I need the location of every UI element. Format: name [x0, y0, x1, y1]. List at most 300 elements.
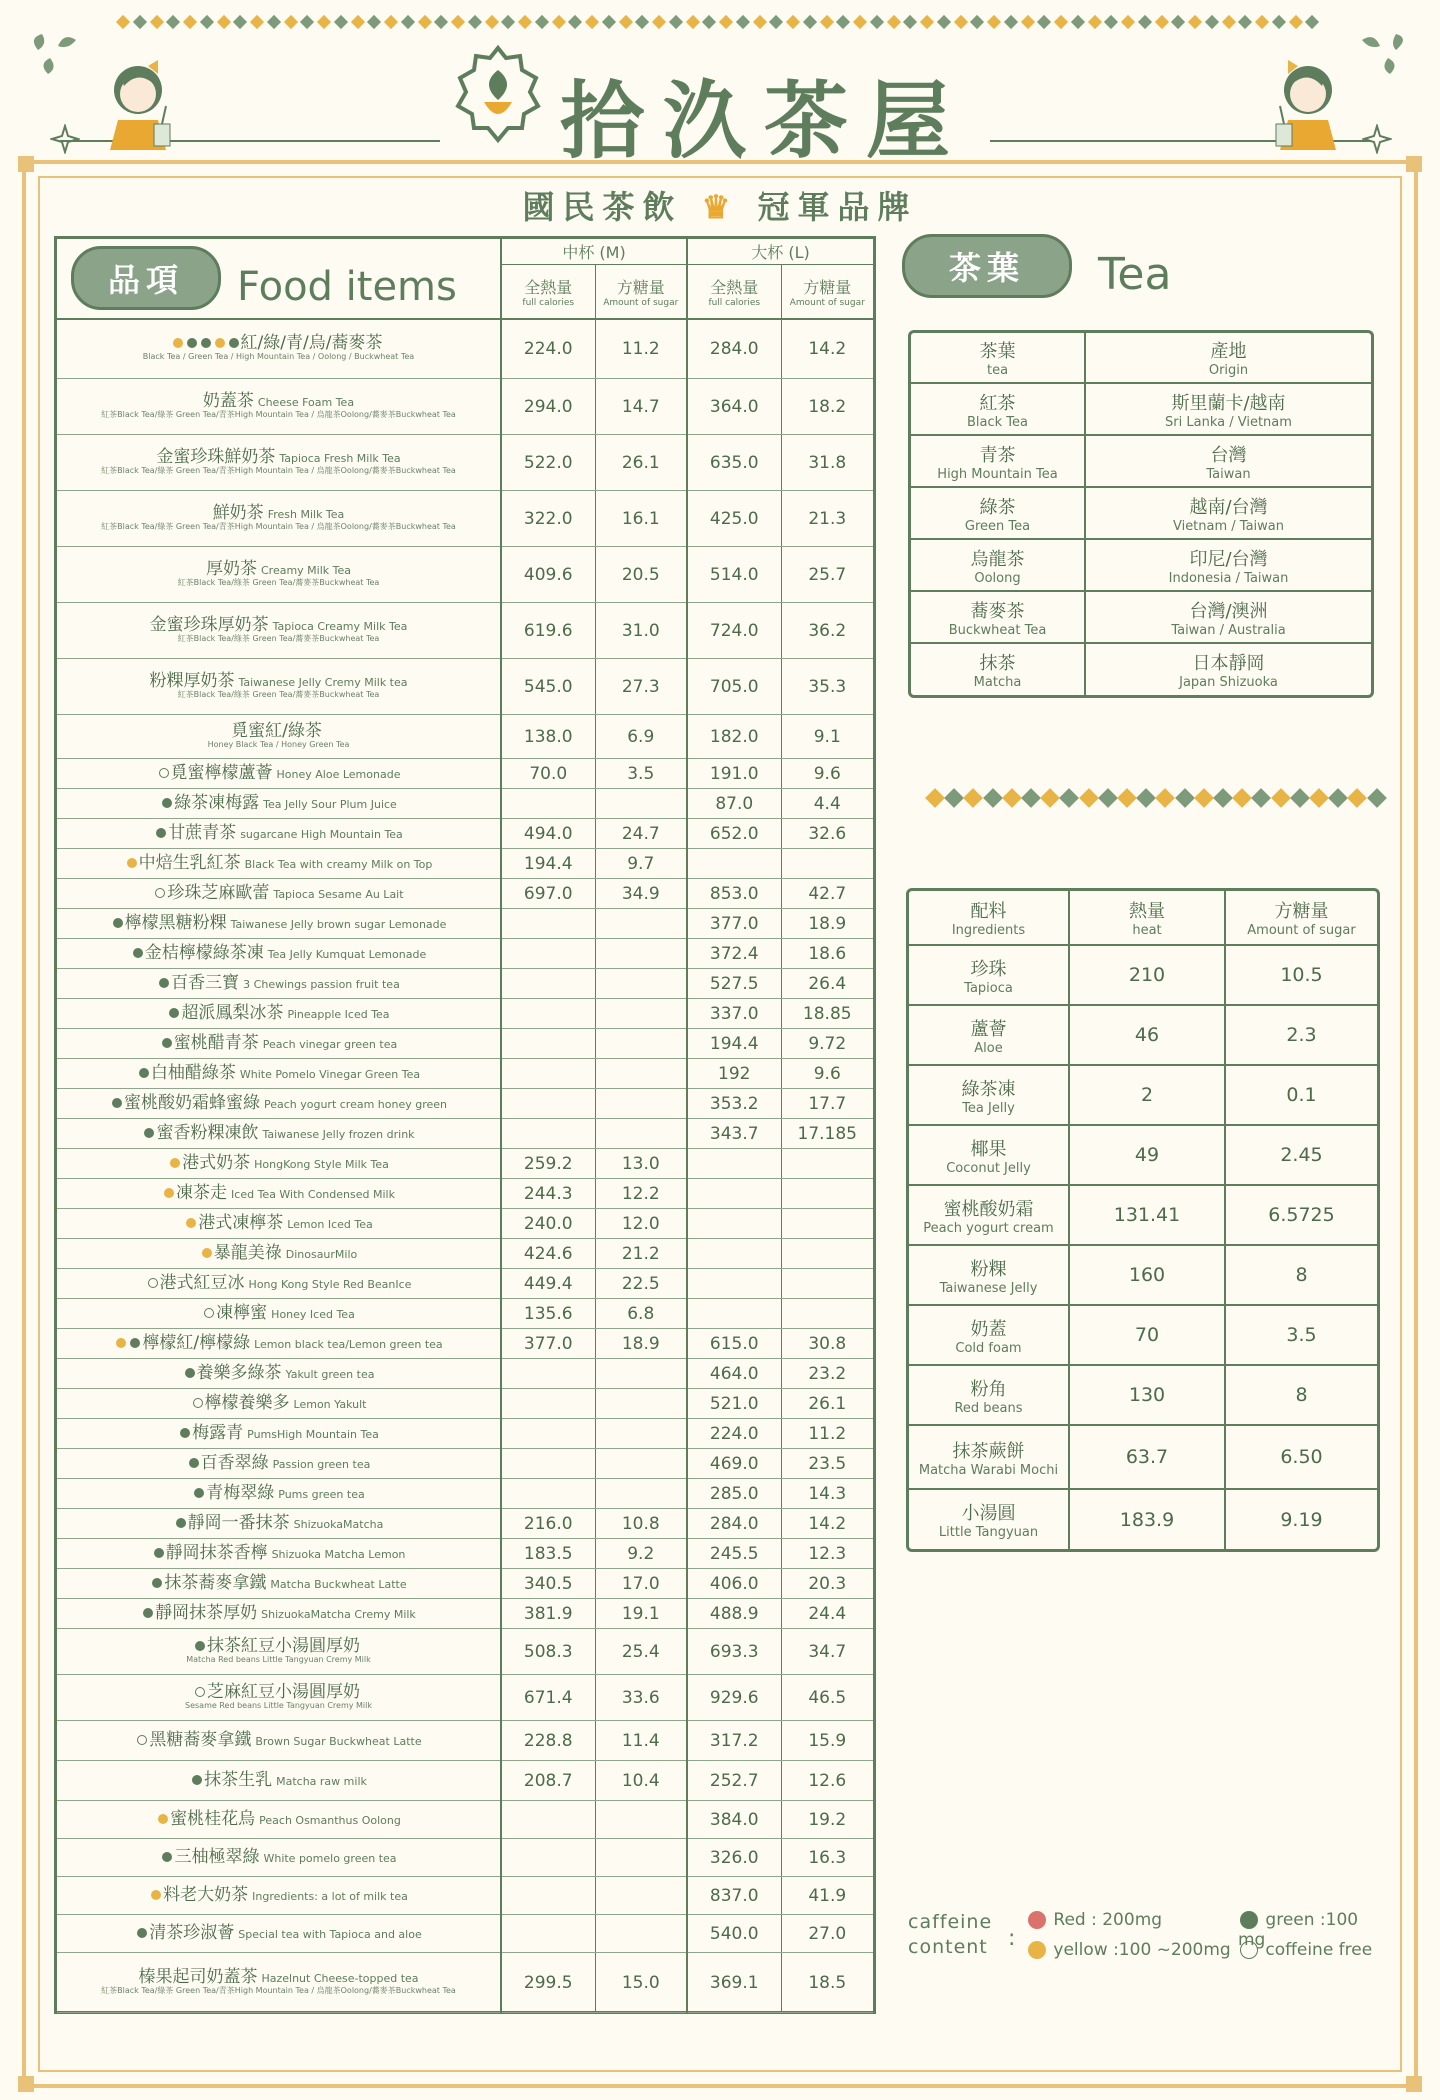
table-row	[57, 999, 873, 1029]
legend-green: green :100 mg	[1238, 1910, 1359, 1950]
l-sug-cell	[781, 849, 873, 879]
item-en: Pums green tea	[278, 1487, 365, 1501]
ingredient-sugar-cell: 0.1	[1225, 1065, 1377, 1125]
diamond-dot	[1255, 15, 1269, 29]
table-row	[57, 1269, 873, 1299]
table-row	[57, 1239, 873, 1269]
item-name	[57, 1915, 501, 1953]
item-zh: 甘蔗青茶	[168, 822, 237, 843]
item-zh: 百香三寶	[171, 972, 240, 993]
diamond-dot	[987, 15, 1001, 29]
ingredient-row	[909, 1185, 1377, 1245]
ingredient-sugar-cell: 8	[1225, 1365, 1377, 1425]
caffeine-legend	[908, 1904, 1388, 1974]
table-row	[57, 1059, 873, 1089]
tea-origin-cell: 越南/台灣 Vietnam / Taiwan	[1085, 487, 1371, 539]
item-en: Tapioca Creamy Milk Tea	[272, 620, 408, 634]
diamond-dot	[1205, 15, 1219, 29]
m-sug-cell	[595, 939, 687, 969]
item-zh: 奶蓋茶	[202, 391, 254, 412]
caffeine-dot-icon	[144, 1128, 154, 1138]
ingredient-heat-cell: 49	[1069, 1125, 1225, 1185]
caffeine-dot-icon	[162, 1852, 172, 1862]
diamond-dot	[384, 15, 398, 29]
caffeine-dot-icon	[143, 1608, 153, 1618]
l-sug-cell: 12.6	[781, 1761, 873, 1801]
item-en: 3 Chewings passion fruit tea	[243, 977, 400, 991]
l-cal-cell: 182.0	[687, 715, 781, 759]
item-en: Lemon Iced Tea	[287, 1217, 373, 1231]
m-cal-cell	[501, 1839, 595, 1877]
ingredient-heat-cell: 210	[1069, 945, 1225, 1005]
table-row	[57, 603, 873, 659]
l-sug-cell: 15.9	[781, 1721, 873, 1761]
m-cal-cell: 208.7	[501, 1761, 595, 1801]
caffeine-dot-icon	[187, 338, 197, 348]
diamond-dot	[1194, 788, 1214, 808]
m-sug-cell	[595, 909, 687, 939]
diamond-dot	[334, 15, 348, 29]
caffeine-dot-icon	[192, 1775, 202, 1785]
l-sug-cell: 46.5	[781, 1675, 873, 1721]
diamond-dot	[1305, 15, 1319, 29]
item-sub: Matcha Red beans Little Tangyuan Cremy Milk	[186, 1655, 371, 1665]
m-cal-cell	[501, 1915, 595, 1953]
l-cal-cell: 705.0	[687, 659, 781, 715]
m-cal-cell: 409.6	[501, 547, 595, 603]
table-row	[57, 939, 873, 969]
item-name	[57, 1629, 501, 1675]
m-sug-cell	[595, 999, 687, 1029]
diamond-dot	[233, 15, 247, 29]
item-name	[57, 909, 501, 939]
table-row	[57, 1915, 873, 1953]
m-cal-header: 全熱量 full calories	[501, 265, 595, 319]
diamond-dot	[1232, 788, 1252, 808]
diamond-dot	[752, 15, 766, 29]
ingredient-heat-cell: 46	[1069, 1005, 1225, 1065]
tea-row	[911, 435, 1371, 487]
l-cal-cell: 406.0	[687, 1569, 781, 1599]
item-name	[57, 819, 501, 849]
item-zh: 蜜香粉粿凍飲	[156, 1122, 259, 1143]
caffeine-dot-icon	[202, 1248, 212, 1258]
l-sug-cell: 36.2	[781, 603, 873, 659]
m-sug-cell	[595, 969, 687, 999]
m-sug-cell: 16.1	[595, 491, 687, 547]
caffeine-dot-icon	[229, 338, 239, 348]
diamond-dot	[1154, 15, 1168, 29]
m-sug-cell: 10.4	[595, 1761, 687, 1801]
item-zh: 蜜桃醋青茶	[173, 1032, 259, 1053]
table-row	[57, 909, 873, 939]
item-name	[57, 547, 501, 603]
diamond-dot	[585, 15, 599, 29]
diamond-dot	[501, 15, 515, 29]
ingredient-heat-cell: 70	[1069, 1305, 1225, 1365]
diamond-dot	[937, 15, 951, 29]
m-cal-cell: 522.0	[501, 435, 595, 491]
item-name	[57, 659, 501, 715]
diamond-dot	[1156, 788, 1176, 808]
ingredients-header-row	[909, 891, 1377, 945]
diamond-dot	[518, 15, 532, 29]
table-row	[57, 1539, 873, 1569]
item-zh: 清茶珍淑薈	[149, 1922, 235, 1943]
caffeine-dot-icon	[169, 1008, 179, 1018]
item-zh: 蜜桃酸奶霜蜂蜜綠	[123, 1092, 260, 1113]
m-sug-cell: 22.5	[595, 1269, 687, 1299]
item-sub: 紅茶Black Tea/綠茶 Green Tea/蕎麥茶Buckwheat Tea	[177, 578, 380, 588]
m-sug-cell: 3.5	[595, 759, 687, 789]
ingredient-heat-cell: 131.41	[1069, 1185, 1225, 1245]
diamond-dot	[803, 15, 817, 29]
table-row	[57, 1329, 873, 1359]
item-zh: 綠茶凍梅露	[174, 792, 260, 813]
l-sug-cell	[781, 1269, 873, 1299]
item-name	[57, 1329, 501, 1359]
item-sub: 紅茶Black Tea/綠茶 Green Tea/蕎麥茶Buckwheat Tea	[177, 634, 380, 644]
table-row	[57, 435, 873, 491]
diamond-dot	[669, 15, 683, 29]
item-en: Taiwanese Jelly frozen drink	[262, 1127, 415, 1141]
table-row	[57, 715, 873, 759]
diamond-dot	[1221, 15, 1235, 29]
table-row	[57, 759, 873, 789]
item-zh: 青梅翠綠	[206, 1482, 275, 1503]
table-row	[57, 1839, 873, 1877]
item-zh: 港式凍檸茶	[198, 1212, 284, 1233]
l-cal-cell: 527.5	[687, 969, 781, 999]
diamond-dot	[1136, 788, 1156, 808]
l-sug-cell: 21.3	[781, 491, 873, 547]
item-name	[57, 491, 501, 547]
diamond-dot	[953, 15, 967, 29]
subtitle-left: 國民茶飲	[522, 188, 683, 226]
ingredient-sugar-cell: 6.5725	[1225, 1185, 1377, 1245]
l-sug-cell	[781, 1239, 873, 1269]
l-sug-cell: 34.7	[781, 1629, 873, 1675]
item-name	[57, 969, 501, 999]
m-sug-cell	[595, 1449, 687, 1479]
m-cal-cell	[501, 789, 595, 819]
table-row	[57, 1599, 873, 1629]
item-zh: 珍珠芝麻歐蕾	[167, 882, 270, 903]
l-cal-cell	[687, 1239, 781, 1269]
item-en: Creamy Milk Tea	[260, 564, 352, 578]
tea-name-cell: 抹茶 Matcha	[911, 643, 1085, 695]
l-cal-cell: 192	[687, 1059, 781, 1089]
diamond-dot	[1071, 15, 1085, 29]
item-name	[57, 1269, 501, 1299]
item-en: Fresh Milk Tea	[267, 508, 345, 522]
diamond-dot	[350, 15, 364, 29]
l-sug-cell: 14.2	[781, 1509, 873, 1539]
caffeine-dot-icon	[204, 1308, 214, 1318]
m-sug-cell: 24.7	[595, 819, 687, 849]
table-row	[57, 1721, 873, 1761]
item-zh: 抹茶生乳	[204, 1769, 273, 1790]
m-sug-cell: 9.7	[595, 849, 687, 879]
m-cal-cell	[501, 1359, 595, 1389]
item-zh: 覓蜜檸檬蘆薈	[170, 762, 273, 783]
l-cal-cell: 284.0	[687, 1509, 781, 1539]
l-sug-cell: 11.2	[781, 1419, 873, 1449]
top-diamond-border	[118, 14, 1318, 30]
diamond-dot	[652, 15, 666, 29]
item-zh: 中焙生乳紅茶	[138, 852, 241, 873]
tea-origin-cell: 台灣 Taiwan	[1085, 435, 1371, 487]
item-name	[57, 1479, 501, 1509]
item-en: Taiwanese Jelly Cremy Milk tea	[238, 676, 408, 690]
table-row	[57, 1801, 873, 1839]
girl-mascot-icon	[1250, 50, 1350, 150]
item-name	[57, 1359, 501, 1389]
diamond-dot	[1040, 788, 1060, 808]
m-cal-cell: 424.6	[501, 1239, 595, 1269]
legend-red: Red : 200mg	[1026, 1910, 1162, 1930]
diamond-dot	[1004, 15, 1018, 29]
caffeine-dot-icon	[152, 1578, 162, 1588]
m-cal-cell: 322.0	[501, 491, 595, 547]
m-sug-cell: 9.2	[595, 1539, 687, 1569]
l-sug-cell: 12.3	[781, 1539, 873, 1569]
item-en: Hazelnut Cheese-topped tea	[261, 1972, 419, 1986]
l-sug-cell: 24.4	[781, 1599, 873, 1629]
l-cal-cell: 488.9	[687, 1599, 781, 1629]
item-sub: 紅茶Black Tea/綠茶 Green Tea/青茶High Mountain Tea / 烏龍茶Oolong/蕎麥茶Buckwheat Tea	[101, 466, 456, 476]
tea-header-row	[911, 333, 1371, 383]
diamond-dot	[1138, 15, 1152, 29]
m-cal-cell: 259.2	[501, 1149, 595, 1179]
legend-free: coffeine free	[1238, 1940, 1372, 1960]
l-sug-cell: 41.9	[781, 1877, 873, 1915]
item-name	[57, 603, 501, 659]
item-zh: 百香翠綠	[200, 1452, 269, 1473]
l-cal-cell: 615.0	[687, 1329, 781, 1359]
diamond-dot	[149, 15, 163, 29]
item-zh: 蜜桃桂花烏	[170, 1808, 256, 1829]
item-name	[57, 1419, 501, 1449]
caffeine-dot-icon	[189, 1458, 199, 1468]
item-name	[57, 1029, 501, 1059]
table-row	[57, 1569, 873, 1599]
table-row	[57, 819, 873, 849]
item-name	[57, 435, 501, 491]
item-en: Shizuoka Matcha Lemon	[271, 1547, 406, 1561]
caffeine-dot-icon	[112, 1098, 122, 1108]
ingredient-heat-cell: 183.9	[1069, 1489, 1225, 1549]
tea-row	[911, 383, 1371, 435]
ingredient-name-cell: 椰果 Coconut Jelly	[909, 1125, 1069, 1185]
ingredient-name-cell: 抹茶蕨餅 Matcha Warabi Mochi	[909, 1425, 1069, 1489]
item-en: Lemon black tea/Lemon green tea	[254, 1337, 443, 1351]
diamond-dot	[685, 15, 699, 29]
l-sug-cell: 31.8	[781, 435, 873, 491]
item-en: Tapioca Sesame Au Lait	[273, 887, 404, 901]
diamond-dot	[970, 15, 984, 29]
l-cal-cell: 464.0	[687, 1359, 781, 1389]
caffeine-dot-icon	[162, 1038, 172, 1048]
m-cal-cell: 216.0	[501, 1509, 595, 1539]
ingredient-row	[909, 1365, 1377, 1425]
item-name	[57, 759, 501, 789]
ingredient-row	[909, 1489, 1377, 1549]
item-sub: 紅茶Black Tea/綠茶 Green Tea/青茶High Mountain Tea / 烏龍茶Oolong/蕎麥茶Buckwheat Tea	[101, 1986, 456, 1996]
diamond-dot	[602, 15, 616, 29]
item-name	[57, 1877, 501, 1915]
m-cal-cell	[501, 1419, 595, 1449]
item-name	[57, 1721, 501, 1761]
table-row	[57, 1629, 873, 1675]
m-cal-cell: 224.0	[501, 319, 595, 379]
m-cal-cell	[501, 1449, 595, 1479]
sparkle-icon	[50, 124, 80, 154]
m-cal-cell: 494.0	[501, 819, 595, 849]
diamond-dot	[1171, 15, 1185, 29]
l-cal-header: 全熱量 full calories	[687, 265, 781, 319]
diamond-dot	[116, 15, 130, 29]
item-zh: 梅露青	[192, 1422, 244, 1443]
table-row	[57, 1761, 873, 1801]
diamond-dot	[484, 15, 498, 29]
l-sug-cell: 26.1	[781, 1389, 873, 1419]
m-sug-cell: 21.2	[595, 1239, 687, 1269]
m-sug-cell	[595, 1915, 687, 1953]
item-name	[57, 715, 501, 759]
food-header-pill: 品項	[71, 246, 221, 310]
table-row	[57, 1479, 873, 1509]
item-name	[57, 1299, 501, 1329]
m-sug-cell	[595, 1419, 687, 1449]
m-sug-cell: 12.0	[595, 1209, 687, 1239]
l-cal-cell: 635.0	[687, 435, 781, 491]
item-sub: Black Tea / Green Tea / High Mountain Tea / Oolong / Buckwheat Tea	[142, 352, 415, 362]
m-sug-cell: 20.5	[595, 547, 687, 603]
l-sug-cell: 26.4	[781, 969, 873, 999]
l-cal-cell: 369.1	[687, 1953, 781, 2013]
l-sug-cell: 17.7	[781, 1089, 873, 1119]
item-name	[57, 939, 501, 969]
table-row	[57, 1953, 873, 2013]
table-row	[57, 849, 873, 879]
diamond-dot	[367, 15, 381, 29]
ingredient-sugar-cell: 8	[1225, 1245, 1377, 1305]
l-cal-cell: 285.0	[687, 1479, 781, 1509]
caffeine-dot-icon	[170, 1158, 180, 1168]
m-cal-cell: 244.3	[501, 1179, 595, 1209]
tea-name-cell: 烏龍茶 Oolong	[911, 539, 1085, 591]
m-cal-cell: 294.0	[501, 379, 595, 435]
m-sug-cell: 14.7	[595, 379, 687, 435]
diamond-dot	[401, 15, 415, 29]
m-sug-cell	[595, 1877, 687, 1915]
item-zh: 暴龍美祿	[213, 1242, 282, 1263]
item-en: Pineapple Iced Tea	[287, 1007, 390, 1021]
m-sug-cell	[595, 1029, 687, 1059]
l-sug-cell: 30.8	[781, 1329, 873, 1359]
item-en: Matcha Buckwheat Latte	[270, 1577, 407, 1591]
m-cal-cell	[501, 1801, 595, 1839]
table-row	[57, 1449, 873, 1479]
sparkle-icon	[1362, 124, 1392, 154]
ingredients-col-header: 方糖量 Amount of sugar	[1225, 891, 1377, 945]
m-sug-cell: 11.4	[595, 1721, 687, 1761]
l-sug-cell: 14.3	[781, 1479, 873, 1509]
m-sug-cell: 17.0	[595, 1569, 687, 1599]
m-sug-cell: 33.6	[595, 1675, 687, 1721]
m-sug-cell	[595, 1059, 687, 1089]
item-zh: 金蜜珍珠厚奶茶	[149, 615, 269, 636]
ingredients-col-header: 配料 Ingredients	[909, 891, 1069, 945]
diamond-dot	[317, 15, 331, 29]
ingredients-table	[906, 888, 1380, 1552]
item-name	[57, 1119, 501, 1149]
m-cal-cell: 138.0	[501, 715, 595, 759]
tea-header-pill: 茶葉	[902, 234, 1072, 298]
l-sug-cell: 18.6	[781, 939, 873, 969]
m-sug-cell: 12.2	[595, 1179, 687, 1209]
item-en: Tea Jelly Sour Plum Juice	[263, 797, 397, 811]
item-sub: Sesame Red beans Little Tangyuan Cremy Milk	[185, 1701, 372, 1711]
item-en: Cheese Foam Tea	[257, 396, 355, 410]
l-sug-cell: 23.2	[781, 1359, 873, 1389]
table-row	[57, 969, 873, 999]
item-zh: 金桔檸檬綠茶凍	[144, 942, 264, 963]
m-cal-cell: 545.0	[501, 659, 595, 715]
l-cal-cell: 377.0	[687, 909, 781, 939]
brand-header	[450, 34, 990, 170]
caffeine-dot-icon	[137, 1735, 147, 1745]
item-name	[57, 1539, 501, 1569]
tea-header-en: Tea	[1098, 249, 1172, 300]
table-row	[57, 379, 873, 435]
item-name	[57, 1239, 501, 1269]
m-cal-cell: 240.0	[501, 1209, 595, 1239]
m-sug-cell	[595, 1389, 687, 1419]
item-en: HongKong Style Milk Tea	[254, 1157, 389, 1171]
crown-icon: ♛	[701, 188, 739, 226]
tea-origin-cell: 斯里蘭卡/越南 Sri Lanka / Vietnam	[1085, 383, 1371, 435]
item-zh: 金蜜珍珠鮮奶茶	[156, 447, 276, 468]
m-cal-cell: 194.4	[501, 849, 595, 879]
m-sug-cell: 15.0	[595, 1953, 687, 2013]
m-cal-cell	[501, 1119, 595, 1149]
table-row	[57, 879, 873, 909]
l-sug-cell: 9.6	[781, 759, 873, 789]
l-cal-cell: 540.0	[687, 1915, 781, 1953]
tea-name-cell: 紅茶 Black Tea	[911, 383, 1085, 435]
diamond-dot	[434, 15, 448, 29]
subtitle-right: 冠軍品牌	[757, 188, 918, 226]
diamond-dot	[1252, 788, 1272, 808]
ingredient-heat-cell: 2	[1069, 1065, 1225, 1125]
tea-row	[911, 643, 1371, 695]
diamond-dot	[836, 15, 850, 29]
caffeine-dot-icon	[186, 1218, 196, 1228]
l-cal-cell: 724.0	[687, 603, 781, 659]
l-cal-cell: 353.2	[687, 1089, 781, 1119]
tea-origin-cell: 日本靜岡 Japan Shizuoka	[1179, 653, 1278, 690]
ingredient-row	[909, 1125, 1377, 1185]
l-cal-cell: 521.0	[687, 1389, 781, 1419]
ingredient-name-cell: 粉角 Red beans	[909, 1365, 1069, 1425]
l-cal-cell: 252.7	[687, 1761, 781, 1801]
item-sub: Honey Black Tea / Honey Green Tea	[207, 740, 350, 750]
table-row	[57, 1089, 873, 1119]
diamond-dot	[1348, 788, 1368, 808]
l-sug-cell: 16.3	[781, 1839, 873, 1877]
